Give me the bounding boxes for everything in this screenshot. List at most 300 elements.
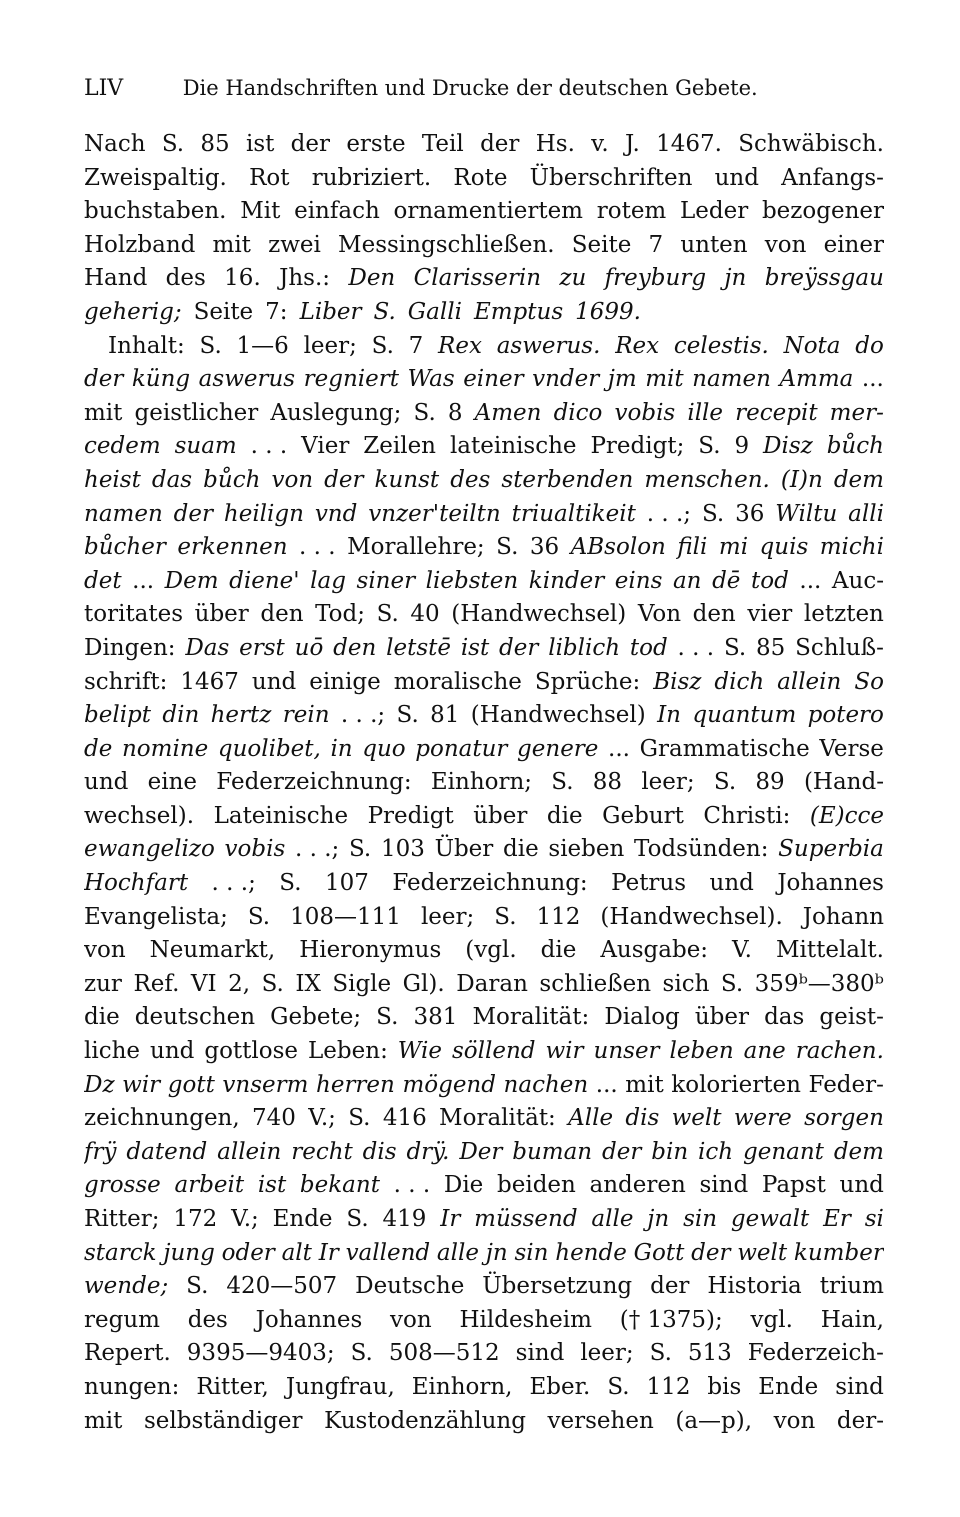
word: S. (186, 1273, 209, 1300)
italic-word: bůcher (84, 534, 166, 561)
italic-word: sin (514, 1239, 549, 1266)
word: moralische (393, 668, 522, 695)
italic-word: vnserm (222, 1071, 309, 1098)
italic-word: allein (777, 668, 842, 695)
word: S. (494, 903, 517, 930)
word: sind (515, 1340, 565, 1367)
word: von (84, 937, 126, 964)
word: Grammatische (639, 735, 810, 762)
italic-word: frÿ (84, 1138, 117, 1165)
word: der (290, 131, 331, 157)
word: Von (637, 601, 682, 628)
word: die (84, 1004, 120, 1031)
italic-word: unser (593, 1038, 660, 1065)
text-line (84, 1371, 884, 1405)
italic-word: Gott (633, 1239, 685, 1266)
text-line (84, 1102, 884, 1136)
italic-word: einer (463, 366, 524, 393)
word: der- (836, 1407, 884, 1434)
word: geist- (819, 1004, 884, 1031)
text-line (84, 1035, 884, 1069)
word: Ende (272, 1206, 333, 1232)
word: . . . (299, 534, 336, 561)
italic-word: namen (84, 500, 163, 527)
word: 9 (734, 433, 750, 460)
italic-word: dich (714, 668, 765, 695)
word: rubriziert. (311, 164, 432, 191)
italic-word: liebsten (425, 567, 519, 594)
word: 85 (756, 634, 786, 661)
italic-word: wir (122, 1071, 161, 1098)
word: ... (799, 567, 822, 594)
text-line (84, 397, 884, 431)
word: Johann (802, 903, 884, 930)
word: der (650, 1273, 690, 1300)
italic-word: wende; (84, 1273, 169, 1300)
word: wechsel). (84, 802, 195, 829)
italic-word: Nota (783, 332, 841, 359)
italic-word: dis (362, 1138, 397, 1165)
italic-word: Superbia (778, 836, 884, 863)
word: 9395—9403; (186, 1340, 335, 1367)
word: ist (245, 131, 275, 157)
text-line (84, 498, 884, 532)
word: Verse (819, 735, 884, 762)
italic-word: des (450, 466, 491, 493)
italic-word: alt (281, 1239, 312, 1266)
word: S. (371, 332, 394, 359)
word: S. (279, 870, 302, 897)
italic-word: Das (185, 634, 230, 661)
italic-word: vnder (532, 366, 600, 393)
word: 381 (413, 1004, 458, 1031)
word: ... (595, 1071, 618, 1098)
italic-word: alle (436, 1239, 479, 1266)
italic-word: ABsolon (570, 534, 666, 561)
italic-word: ist (460, 634, 490, 661)
italic-word: ich (698, 1138, 734, 1165)
italic-word: kunst (374, 466, 440, 493)
italic-word: menschen. (644, 466, 770, 493)
word: leer; (303, 332, 357, 359)
word: . . .; (340, 702, 386, 729)
word: von (773, 1407, 816, 1434)
italic-word: mögend (402, 1071, 496, 1098)
word: Jhs.: (279, 265, 331, 292)
word: Feder- (808, 1071, 884, 1098)
italic-word: recht (291, 1138, 353, 1165)
word: S. (723, 634, 747, 661)
text-line (84, 1136, 884, 1170)
text-line (84, 1069, 884, 1103)
word: S. (698, 433, 721, 460)
word: Überschriften (529, 164, 693, 191)
italic-word: Disz (763, 433, 813, 460)
italic-word: der (499, 634, 539, 661)
italic-word: namen (692, 366, 771, 393)
italic-word: letstē (386, 634, 451, 661)
word: Dingen: (84, 634, 176, 661)
italic-word: an (672, 567, 702, 594)
word: (a—p), (675, 1407, 753, 1434)
italic-word: wir (545, 1038, 584, 1065)
italic-word: mit (645, 366, 684, 393)
word: vgl. (750, 1306, 793, 1333)
word: Messingschließen. (338, 231, 555, 258)
italic-word: alli (848, 500, 884, 527)
italic-word: allein (217, 1138, 282, 1165)
word: des (187, 1306, 228, 1333)
italic-word: oder (221, 1239, 275, 1266)
italic-word: dem (833, 466, 884, 493)
italic-word: cedem (84, 433, 161, 460)
word: Christi: (703, 802, 791, 829)
word: die (540, 937, 577, 964)
italic-word: jn (647, 1206, 670, 1232)
word: Hieronymus (299, 937, 442, 964)
word: V. (732, 937, 752, 964)
italic-word: buman (512, 1138, 593, 1165)
italic-word: triualtikeit (511, 500, 636, 527)
word: ... (132, 567, 155, 594)
word: leer; (580, 1340, 634, 1367)
italic-word: genant (743, 1138, 824, 1165)
italic-word: eins (614, 567, 663, 594)
text-line (84, 1001, 884, 1035)
word: und (709, 870, 754, 897)
word: 172 (173, 1206, 218, 1232)
word: 7 (408, 332, 424, 359)
word: bezogener (761, 198, 884, 225)
word: zwei (268, 231, 321, 258)
word: v. (591, 131, 609, 157)
running-head (84, 70, 884, 106)
italic-word: mi (718, 534, 749, 561)
word: 112 (646, 1373, 691, 1400)
italic-word: der (173, 500, 213, 527)
word: Jungfrau, (285, 1373, 395, 1400)
word: S. (376, 601, 399, 628)
italic-word: bůch (203, 466, 261, 493)
word: Morallehre; (347, 534, 485, 561)
italic-word: tod (629, 634, 668, 661)
running-title: Die Handschriften und Drucke der deutschen Gebete. (182, 76, 758, 100)
word: Seite (193, 298, 254, 325)
word: Holzband (84, 231, 196, 258)
word: 107 (324, 870, 369, 897)
word: S. (720, 970, 744, 997)
italic-word: Alle (568, 1105, 614, 1132)
word: Zweispaltig. (84, 164, 227, 191)
word: Johannes (777, 870, 884, 897)
word: 419 (382, 1206, 427, 1232)
italic-word: rachen. (795, 1038, 884, 1065)
italic-word: Clarisserin (413, 265, 542, 292)
word: und (839, 1172, 884, 1199)
word: Ref. (133, 970, 180, 997)
text-line (84, 1270, 884, 1304)
word: Ausgabe: (600, 937, 709, 964)
italic-word: söllend (451, 1038, 536, 1065)
word: (Handwechsel) (470, 702, 646, 729)
word: Repert. (84, 1340, 171, 1367)
word: Gebete; (270, 1004, 362, 1031)
italic-word: Hochfart (84, 870, 189, 897)
word: 508—512 (388, 1340, 500, 1367)
word: gottlose (204, 1038, 299, 1065)
word: die (546, 802, 583, 829)
word: IX (295, 970, 321, 997)
word: beiden (497, 1172, 576, 1199)
word: Federzeichnung: (216, 769, 412, 796)
word: nungen: (84, 1373, 180, 1400)
italic-word: jn (724, 265, 747, 292)
italic-word: belipt (84, 702, 152, 729)
italic-word: erst (239, 634, 285, 661)
italic-word: Den (348, 265, 396, 292)
text-line (84, 901, 884, 935)
italic-word: gott (167, 1071, 215, 1098)
word: . . . (677, 634, 715, 661)
word: ornamentiertem (393, 198, 583, 225)
italic-word: ewangelizo (84, 836, 215, 863)
word: sich (662, 970, 710, 997)
italic-word: uō (294, 634, 324, 661)
italic-word: küng (131, 366, 191, 393)
word: Federzeich- (747, 1340, 884, 1367)
italic-word: heilign (223, 500, 304, 527)
word: Predigt (367, 802, 454, 829)
text-line (84, 598, 884, 632)
text-line (84, 699, 884, 733)
word: Anfangs- (781, 164, 884, 191)
italic-word: vnd (314, 500, 358, 527)
text-line (84, 128, 884, 162)
text-line (84, 464, 884, 498)
italic-word: hertz (210, 702, 272, 729)
italic-word: bůch (826, 433, 884, 460)
italic-word: suam (174, 433, 237, 460)
word: deutschen (134, 1004, 256, 1031)
word: letzten (803, 601, 884, 628)
word: sieben (548, 836, 625, 863)
word: schrift: (84, 668, 168, 695)
word: 112 (536, 903, 581, 930)
italic-word: Bisz (653, 668, 702, 695)
italic-word: jm (607, 366, 637, 393)
italic-word: Dem (164, 567, 219, 594)
word: über (473, 802, 528, 829)
italic-word: Was (407, 366, 455, 393)
word: Eber. (529, 1373, 591, 1400)
text-line (84, 296, 884, 330)
italic-word: dem (833, 1138, 884, 1165)
word: ... (861, 366, 884, 393)
word: Hain, (820, 1306, 884, 1333)
text-line (84, 833, 884, 867)
italic-word: Der (459, 1138, 503, 1165)
italic-word: rein (282, 702, 330, 729)
word: Ende (758, 1373, 819, 1400)
word: 416 (382, 1105, 427, 1132)
word: Lateinische (213, 802, 349, 829)
italic-word: den (333, 634, 377, 661)
word: Rote (453, 164, 508, 191)
italic-word: welt (671, 1105, 722, 1132)
word: 89 (755, 769, 785, 796)
word: das (764, 1004, 805, 1031)
word: den (692, 601, 736, 628)
word: 420—507 (226, 1273, 338, 1300)
word: 359ᵇ—380ᵇ (754, 970, 884, 997)
word: 88 (592, 769, 623, 796)
word: 103 (380, 836, 425, 863)
word: einige (309, 668, 381, 695)
word: S. (346, 1206, 369, 1232)
italic-word: siner (356, 567, 416, 594)
text-line (84, 363, 884, 397)
word: und (251, 668, 297, 695)
italic-word: sterbenden (501, 466, 634, 493)
word: 16. (224, 265, 261, 292)
italic-word: tod (751, 567, 789, 594)
word: Einhorn; (430, 769, 533, 796)
italic-word: der (84, 366, 124, 393)
word: Zeilen (363, 433, 436, 460)
word: den (260, 601, 304, 628)
word: über (694, 1004, 749, 1031)
italic-word: potero (807, 702, 884, 729)
word: und (714, 164, 759, 191)
word: erste (346, 131, 406, 157)
italic-word: Ir (440, 1206, 461, 1232)
word: Daran (456, 970, 528, 997)
word: mit (84, 399, 123, 426)
word: S. (261, 970, 284, 997)
word: der (480, 131, 520, 157)
word: 2, (228, 970, 251, 997)
text-line (84, 800, 884, 834)
word: leer; (420, 903, 475, 930)
word: Dialog (604, 1004, 680, 1031)
italic-word: quantum (692, 702, 797, 729)
italic-word: der (602, 1138, 642, 1165)
italic-word: alle (591, 1206, 634, 1232)
italic-word: aswerus (198, 366, 296, 393)
word: einfach (294, 198, 380, 225)
word: (Handwechsel) (451, 601, 627, 628)
word: toritates (84, 601, 184, 628)
text-line (84, 867, 884, 901)
word: Johannes (255, 1306, 363, 1333)
word: S. (701, 500, 725, 527)
italic-word: Dz (84, 1071, 115, 1098)
word: buchstaben. (84, 198, 227, 225)
italic-word: gewalt (730, 1206, 810, 1232)
italic-word: vobis (224, 836, 286, 863)
italic-word: Liber (299, 298, 362, 325)
word: Hildesheim (459, 1306, 592, 1333)
italic-word: in (330, 735, 353, 762)
word: von (390, 1306, 432, 1333)
italic-word: So (854, 668, 884, 695)
word: 8 (447, 399, 463, 426)
text-line (84, 934, 884, 968)
italic-word: aswerus. (496, 332, 601, 359)
word: S. (607, 1373, 630, 1400)
italic-word: Rex (438, 332, 482, 359)
word: rotem (596, 198, 667, 225)
word: selbständiger (144, 1407, 303, 1434)
word: 36 (735, 500, 765, 527)
italic-word: der (324, 466, 364, 493)
italic-word: vallend (345, 1239, 431, 1266)
text-line (84, 531, 884, 565)
italic-word: celestis. (673, 332, 769, 359)
word: S. (713, 769, 737, 796)
italic-word: müssend (474, 1206, 578, 1232)
word: Teil (421, 131, 464, 157)
word: S. (396, 702, 419, 729)
word: geistlicher (134, 399, 259, 426)
italic-word: vobis (614, 399, 676, 426)
italic-word: din (162, 702, 200, 729)
word: zur (84, 970, 122, 997)
word: S. (161, 131, 185, 157)
word: J. (625, 131, 640, 157)
word: S. (551, 769, 574, 796)
word: Leben: (308, 1038, 388, 1065)
italic-word: vnzer'teiltn (368, 500, 501, 527)
word: bis (707, 1373, 742, 1400)
word: Historia (707, 1273, 802, 1300)
italic-word: do (855, 332, 884, 359)
body-text (84, 128, 884, 1438)
italic-word: grosse (84, 1172, 161, 1199)
italic-word: sin (683, 1206, 718, 1232)
word: S. (496, 534, 519, 561)
word: S. (199, 332, 222, 359)
word: lateinische (449, 433, 577, 460)
word: S. (413, 399, 436, 426)
word: die (502, 836, 539, 863)
italic-word: nomine (121, 735, 209, 762)
text-line (84, 430, 884, 464)
italic-word: michi (819, 534, 884, 561)
italic-word: (I)n (780, 466, 823, 493)
italic-word: nachen (503, 1071, 589, 1098)
text-line (84, 1304, 884, 1338)
word: versehen (547, 1407, 654, 1434)
italic-word: regniert (303, 366, 399, 393)
italic-word: de (84, 735, 113, 762)
italic-word: Wiltu (775, 500, 838, 527)
word: regum (84, 1306, 160, 1333)
italic-word: sorgen (804, 1105, 884, 1132)
text-line (84, 968, 884, 1002)
italic-word: erkennen (177, 534, 288, 561)
italic-word: Amen (474, 399, 542, 426)
italic-word: welt (737, 1239, 788, 1266)
word: Petrus (611, 870, 687, 897)
word: 81 (430, 702, 460, 729)
italic-word: datend (126, 1138, 208, 1165)
word: des (165, 265, 206, 292)
word: Rot (249, 164, 290, 191)
text-line (84, 330, 884, 364)
word: S. (348, 1105, 371, 1132)
word: Übersetzung (482, 1273, 633, 1300)
